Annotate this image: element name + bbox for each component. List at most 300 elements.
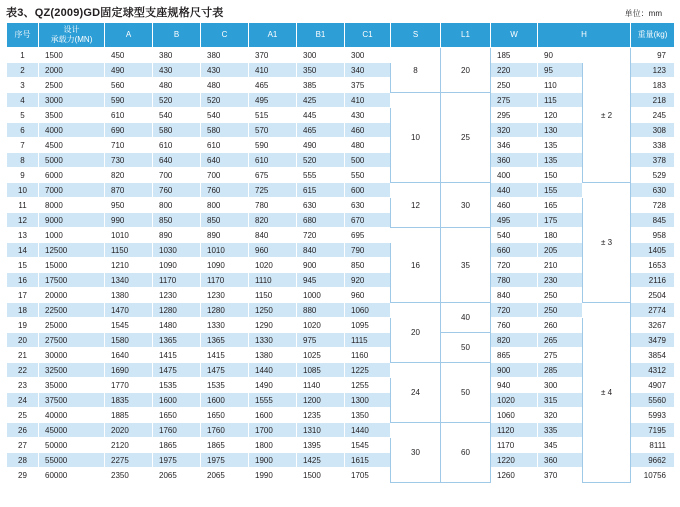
table-row [7,63,675,78]
cell-w: 940 [491,378,538,393]
cell-c1: 630 [345,198,391,213]
cell-a: 820 [105,168,153,183]
table-row [7,78,675,93]
cell-h: 175 [538,213,583,228]
cell-capacity: 32500 [39,363,105,378]
cell-b: 800 [153,198,201,213]
cell-a1: 570 [249,123,297,138]
cell-b1: 630 [297,198,345,213]
cell-c: 1535 [201,378,249,393]
cell-a1: 610 [249,153,297,168]
cell-c: 1760 [201,423,249,438]
cell-b: 1975 [153,453,201,468]
cell-no: 22 [7,363,39,378]
cell-b1: 720 [297,228,345,243]
table-row [7,228,675,243]
cell-a1: 960 [249,243,297,258]
cell-w: 720 [491,258,538,273]
cell-s: 24 [391,363,441,423]
header-s: S [391,23,441,48]
cell-capacity: 3000 [39,93,105,108]
cell-no: 16 [7,273,39,288]
cell-b1: 1085 [297,363,345,378]
table-row [7,93,675,108]
cell-b: 1480 [153,318,201,333]
cell-no: 5 [7,108,39,123]
cell-c1: 1225 [345,363,391,378]
table-row [7,333,675,348]
cell-w: 1260 [491,468,538,483]
cell-b1: 1395 [297,438,345,453]
cell-capacity: 4000 [39,123,105,138]
cell-b1: 445 [297,108,345,123]
cell-weight: 2774 [631,303,675,318]
cell-w: 1120 [491,423,538,438]
header-capacity: 设计 承载力(MN) [39,23,105,48]
cell-c1: 410 [345,93,391,108]
cell-w: 900 [491,363,538,378]
header-row [7,23,675,48]
cell-weight: 1653 [631,258,675,273]
cell-a1: 820 [249,213,297,228]
cell-no: 26 [7,423,39,438]
cell-b1: 1235 [297,408,345,423]
cell-capacity: 60000 [39,468,105,483]
cell-b1: 945 [297,273,345,288]
cell-h: 135 [538,153,583,168]
table-row [7,408,675,423]
cell-w: 250 [491,78,538,93]
cell-c: 640 [201,153,249,168]
cell-w: 346 [491,138,538,153]
cell-a: 1210 [105,258,153,273]
header-no: 序号 [7,23,39,48]
header-b: B [153,23,201,48]
cell-weight: 1405 [631,243,675,258]
header-weight: 重量(kg) [631,23,675,48]
table-row [7,168,675,183]
cell-a1: 410 [249,63,297,78]
cell-b1: 520 [297,153,345,168]
cell-b: 1170 [153,273,201,288]
cell-no: 29 [7,468,39,483]
cell-b1: 385 [297,78,345,93]
cell-a: 1885 [105,408,153,423]
table-row [7,468,675,483]
cell-b: 610 [153,138,201,153]
cell-h: 300 [538,378,583,393]
cell-b: 1600 [153,393,201,408]
cell-h: 345 [538,438,583,453]
table-row [7,183,675,198]
cell-w: 1020 [491,393,538,408]
cell-b1: 425 [297,93,345,108]
table-row [7,213,675,228]
cell-h: 95 [538,63,583,78]
cell-no: 8 [7,153,39,168]
cell-a: 2350 [105,468,153,483]
cell-c1: 375 [345,78,391,93]
cell-capacity: 35000 [39,378,105,393]
header-c1: C1 [345,23,391,48]
table-row [7,453,675,468]
cell-b: 890 [153,228,201,243]
cell-c: 1090 [201,258,249,273]
cell-a: 560 [105,78,153,93]
cell-a1: 370 [249,48,297,63]
cell-no: 1 [7,48,39,63]
cell-a: 2020 [105,423,153,438]
cell-no: 2 [7,63,39,78]
table-row [7,273,675,288]
cell-w: 275 [491,93,538,108]
cell-c1: 1060 [345,303,391,318]
cell-a1: 495 [249,93,297,108]
cell-a: 2275 [105,453,153,468]
cell-a: 590 [105,93,153,108]
cell-b1: 880 [297,303,345,318]
cell-b1: 350 [297,63,345,78]
cell-h: 135 [538,138,583,153]
cell-weight: 183 [631,78,675,93]
cell-w: 220 [491,63,538,78]
cell-b: 480 [153,78,201,93]
cell-c1: 1115 [345,333,391,348]
cell-b1: 1310 [297,423,345,438]
cell-b: 640 [153,153,201,168]
cell-w: 440 [491,183,538,198]
cell-weight: 4907 [631,378,675,393]
cell-l1: 50 [441,363,491,423]
cell-no: 23 [7,378,39,393]
cell-w: 1060 [491,408,538,423]
cell-a: 990 [105,213,153,228]
cell-weight: 123 [631,63,675,78]
cell-c: 1170 [201,273,249,288]
cell-b: 850 [153,213,201,228]
header-a: A [105,23,153,48]
header-w: W [491,23,538,48]
cell-b: 1760 [153,423,201,438]
cell-c1: 300 [345,48,391,63]
cell-b1: 555 [297,168,345,183]
cell-a: 1470 [105,303,153,318]
cell-h: 370 [538,468,583,483]
unit-label: 单位：mm [624,9,662,18]
cell-capacity: 2500 [39,78,105,93]
cell-h: 335 [538,423,583,438]
cell-capacity: 5000 [39,153,105,168]
cell-c1: 670 [345,213,391,228]
cell-capacity: 50000 [39,438,105,453]
table-row [7,258,675,273]
cell-c1: 695 [345,228,391,243]
cell-a: 490 [105,63,153,78]
cell-b: 1230 [153,288,201,303]
cell-h: 180 [538,228,583,243]
cell-capacity: 37500 [39,393,105,408]
cell-no: 10 [7,183,39,198]
cell-no: 21 [7,348,39,363]
cell-a1: 1380 [249,348,297,363]
cell-b: 520 [153,93,201,108]
cell-h: 360 [538,453,583,468]
table-row [7,318,675,333]
cell-l1: 60 [441,423,491,483]
cell-b1: 1020 [297,318,345,333]
cell-c: 1415 [201,348,249,363]
cell-c: 430 [201,63,249,78]
cell-h: 90 [538,48,583,63]
cell-capacity: 3500 [39,108,105,123]
cell-no: 4 [7,93,39,108]
cell-h: 250 [538,303,583,318]
cell-capacity: 55000 [39,453,105,468]
cell-c: 1865 [201,438,249,453]
cell-a: 1380 [105,288,153,303]
cell-w: 1170 [491,438,538,453]
cell-a1: 675 [249,168,297,183]
cell-c1: 1095 [345,318,391,333]
cell-capacity: 9000 [39,213,105,228]
cell-w: 1220 [491,453,538,468]
cell-no: 28 [7,453,39,468]
cell-a1: 1900 [249,453,297,468]
cell-h: 285 [538,363,583,378]
cell-no: 25 [7,408,39,423]
cell-w: 185 [491,48,538,63]
cell-c: 890 [201,228,249,243]
cell-h: 230 [538,273,583,288]
cell-w: 295 [491,108,538,123]
cell-a: 1580 [105,333,153,348]
cell-a: 1835 [105,393,153,408]
cell-a: 1010 [105,228,153,243]
cell-a: 1150 [105,243,153,258]
cell-h-tol: ± 4 [583,303,631,483]
cell-w: 840 [491,288,538,303]
cell-l1: 25 [441,93,491,183]
cell-capacity: 6000 [39,168,105,183]
cell-c1: 550 [345,168,391,183]
cell-a: 950 [105,198,153,213]
table-row [7,393,675,408]
cell-weight: 4312 [631,363,675,378]
cell-h-tol: ± 3 [583,183,631,303]
cell-c: 610 [201,138,249,153]
cell-b: 430 [153,63,201,78]
table-row [7,123,675,138]
cell-weight: 218 [631,93,675,108]
cell-h: 165 [538,198,583,213]
cell-c1: 460 [345,123,391,138]
cell-c1: 340 [345,63,391,78]
cell-capacity: 1500 [39,48,105,63]
cell-a1: 1990 [249,468,297,483]
cell-b: 1365 [153,333,201,348]
cell-b: 700 [153,168,201,183]
cell-b1: 1025 [297,348,345,363]
cell-a: 710 [105,138,153,153]
cell-capacity: 25000 [39,318,105,333]
cell-l1: 50 [441,333,491,363]
cell-no: 13 [7,228,39,243]
cell-a1: 1020 [249,258,297,273]
cell-b: 1280 [153,303,201,318]
cell-b1: 1000 [297,288,345,303]
cell-c1: 1300 [345,393,391,408]
cell-a: 1690 [105,363,153,378]
cell-no: 3 [7,78,39,93]
cell-c: 480 [201,78,249,93]
cell-b1: 975 [297,333,345,348]
cell-b: 580 [153,123,201,138]
cell-b: 380 [153,48,201,63]
cell-c: 580 [201,123,249,138]
cell-no: 20 [7,333,39,348]
cell-w: 400 [491,168,538,183]
cell-c: 800 [201,198,249,213]
cell-c: 1600 [201,393,249,408]
cell-no: 17 [7,288,39,303]
cell-w: 540 [491,228,538,243]
header-a1: A1 [249,23,297,48]
cell-b: 1650 [153,408,201,423]
cell-b1: 1200 [297,393,345,408]
cell-c1: 790 [345,243,391,258]
cell-c: 1650 [201,408,249,423]
table-row [7,438,675,453]
cell-capacity: 15000 [39,258,105,273]
cell-capacity: 7000 [39,183,105,198]
cell-s: 8 [391,48,441,93]
cell-c1: 430 [345,108,391,123]
cell-weight: 5993 [631,408,675,423]
cell-c: 2065 [201,468,249,483]
cell-h: 115 [538,93,583,108]
table-title: 表3、QZ(2009)GD固定球型支座规格尺寸表 [6,7,224,19]
cell-weight: 338 [631,138,675,153]
cell-weight: 245 [631,108,675,123]
cell-a: 870 [105,183,153,198]
cell-h: 120 [538,108,583,123]
cell-c1: 960 [345,288,391,303]
cell-capacity: 20000 [39,288,105,303]
cell-a: 610 [105,108,153,123]
cell-c: 520 [201,93,249,108]
cell-l1: 40 [441,303,491,333]
cell-h: 275 [538,348,583,363]
cell-c: 850 [201,213,249,228]
cell-b: 1865 [153,438,201,453]
cell-h: 315 [538,393,583,408]
table-row [7,378,675,393]
cell-a1: 515 [249,108,297,123]
header-h: H [538,23,631,48]
cell-c: 380 [201,48,249,63]
cell-capacity: 12500 [39,243,105,258]
cell-w: 720 [491,303,538,318]
table-row [7,153,675,168]
cell-weight: 2116 [631,273,675,288]
cell-b1: 615 [297,183,345,198]
cell-c1: 1255 [345,378,391,393]
cell-b1: 300 [297,48,345,63]
cell-c: 1330 [201,318,249,333]
cell-w: 660 [491,243,538,258]
cell-h-tol: ± 2 [583,48,631,183]
cell-a1: 780 [249,198,297,213]
cell-c1: 1350 [345,408,391,423]
cell-b: 1415 [153,348,201,363]
cell-no: 14 [7,243,39,258]
cell-w: 760 [491,318,538,333]
cell-a1: 840 [249,228,297,243]
cell-c: 760 [201,183,249,198]
cell-a1: 1800 [249,438,297,453]
cell-w: 820 [491,333,538,348]
cell-b: 2065 [153,468,201,483]
cell-c1: 600 [345,183,391,198]
cell-no: 7 [7,138,39,153]
cell-capacity: 2000 [39,63,105,78]
cell-no: 27 [7,438,39,453]
cell-h: 320 [538,408,583,423]
cell-capacity: 17500 [39,273,105,288]
cell-c: 1975 [201,453,249,468]
cell-a: 730 [105,153,153,168]
cell-s: 20 [391,303,441,363]
cell-b: 760 [153,183,201,198]
cell-no: 18 [7,303,39,318]
cell-b: 1090 [153,258,201,273]
cell-s: 16 [391,228,441,303]
cell-c: 1280 [201,303,249,318]
table-row [7,243,675,258]
cell-weight: 630 [631,183,675,198]
cell-weight: 9662 [631,453,675,468]
cell-a: 2120 [105,438,153,453]
cell-c: 1475 [201,363,249,378]
cell-weight: 10756 [631,468,675,483]
header-b1: B1 [297,23,345,48]
table-row [7,138,675,153]
cell-weight: 308 [631,123,675,138]
cell-c: 1010 [201,243,249,258]
table-row [7,423,675,438]
cell-weight: 97 [631,48,675,63]
cell-capacity: 45000 [39,423,105,438]
cell-weight: 7195 [631,423,675,438]
cell-capacity: 8000 [39,198,105,213]
cell-w: 865 [491,348,538,363]
cell-weight: 378 [631,153,675,168]
cell-h: 250 [538,288,583,303]
cell-weight: 529 [631,168,675,183]
cell-b: 1475 [153,363,201,378]
cell-b1: 490 [297,138,345,153]
header-c: C [201,23,249,48]
cell-a1: 1250 [249,303,297,318]
cell-a1: 1490 [249,378,297,393]
cell-c: 1230 [201,288,249,303]
cell-b1: 1425 [297,453,345,468]
cell-b: 540 [153,108,201,123]
cell-c1: 1440 [345,423,391,438]
cell-c1: 1160 [345,348,391,363]
cell-h: 265 [538,333,583,348]
cell-weight: 3267 [631,318,675,333]
